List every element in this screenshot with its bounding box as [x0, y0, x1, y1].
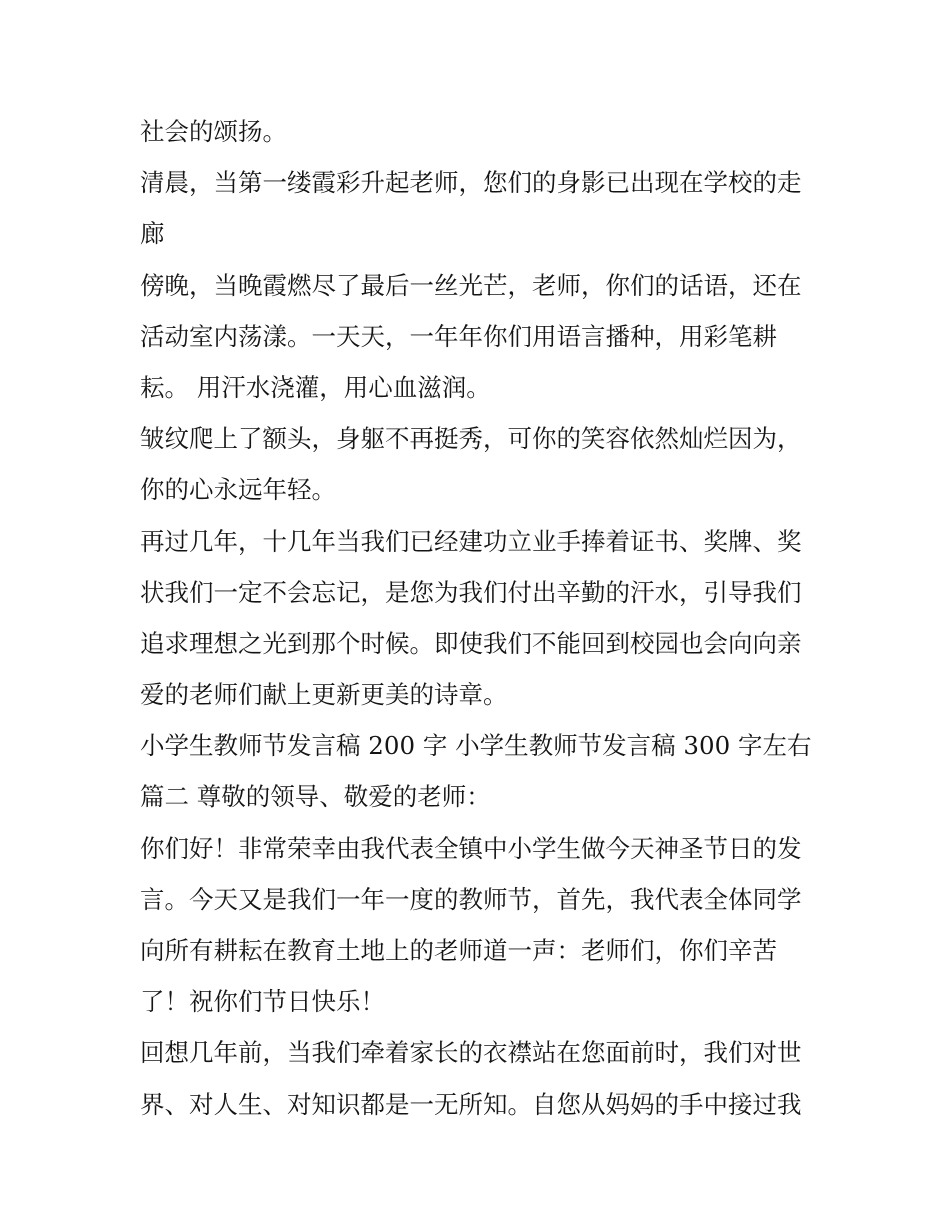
text-line: 廊	[140, 219, 165, 249]
text-line: 社会的颂扬。	[140, 117, 287, 146]
text-line: 爱的老师们献上更新更美的诗章。	[140, 680, 508, 710]
text-line: 状我们一定不会忘记，是您为我们付出辛勤的汗水，引导我们	[140, 577, 802, 607]
text-line: 了！祝你们节日快乐！	[140, 987, 385, 1017]
text-line: 再过几年，十几年当我们已经建功立业手捧着证书、奖牌、奖	[140, 526, 802, 556]
text-line: 小学生教师节发言稿 200 字 小学生教师节发言稿 300 字左右	[140, 731, 812, 761]
text-line: 追求理想之光到那个时候。即使我们不能回到校园也会向向亲	[140, 628, 802, 658]
text-line: 活动室内荡漾。一天天，一年年你们用语言播种，用彩笔耕	[140, 321, 777, 351]
text-line: 言。今天又是我们一年一度的教师节，首先，我代表全体同学	[140, 884, 802, 914]
text-line: 清晨，当第一缕霞彩升起老师，您们的身影已出现在学校的走	[140, 168, 802, 198]
text-line: 向所有耕耘在教育土地上的老师道一声：老师们，你们辛苦	[140, 936, 777, 965]
document-page	[140, 106, 820, 1130]
text-line: 你们好！非常荣幸由我代表全镇中小学生做今天神圣节日的发	[140, 833, 802, 863]
text-line: 界、对人生、对知识都是一无所知。自您从妈妈的手中接过我	[140, 1089, 802, 1119]
text-line: 耘。 用汗水浇灌，用心血滋润。	[140, 372, 491, 402]
text-line: 傍晚，当晚霞燃尽了最后一丝光芒，老师，你们的话语，还在	[140, 270, 802, 300]
text-line: 回想几年前，当我们牵着家长的衣襟站在您面前时，我们对世	[140, 1038, 802, 1068]
section-heading-line: 篇二 尊敬的领导、敬爱的老师：	[140, 782, 491, 812]
text-line: 你的心永远年轻。	[140, 475, 336, 505]
text-line: 皱纹爬上了额头，身躯不再挺秀，可你的笑容依然灿烂因为，	[140, 424, 802, 454]
